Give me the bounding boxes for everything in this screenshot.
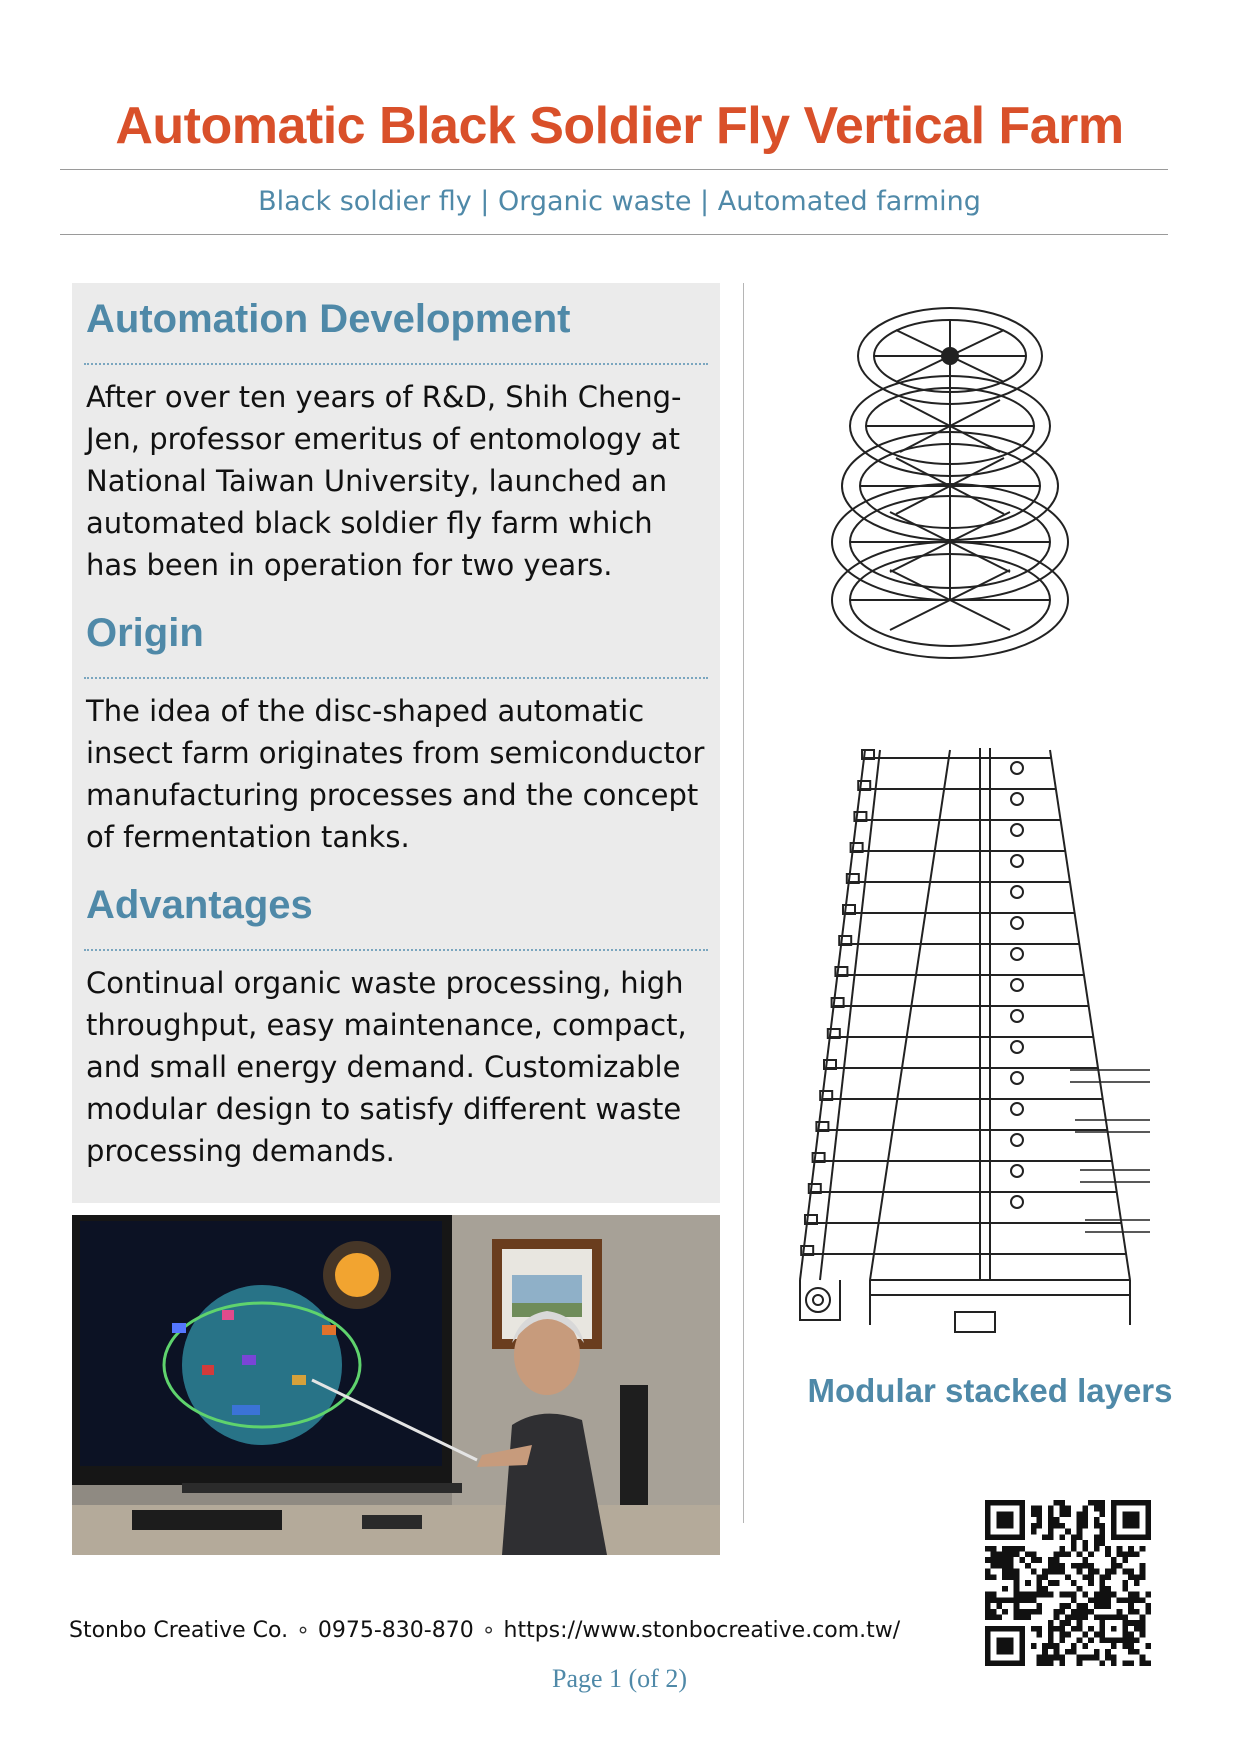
disc-stack-drawing	[820, 290, 1080, 690]
section-body-advantages: Continual organic waste processing, high throughput, easy maintenance, compact, and small energy demand. Customizable modular design to satisfy different waste processing demands.	[86, 966, 687, 1168]
section-heading-advantages: Advantages	[86, 883, 313, 927]
info-panel	[72, 283, 720, 1203]
company-name: Stonbo Creative Co.	[69, 1618, 289, 1643]
footer-separator: ∘	[296, 1618, 310, 1643]
website-link[interactable]: https://www.stonbocreative.com.tw/	[503, 1618, 901, 1643]
keyword-tags: Black soldier fly | Organic waste | Automated farming	[258, 186, 981, 217]
stacked-layers-drawing	[780, 740, 1160, 1340]
footer-contact	[69, 1618, 900, 1643]
section-heading-automation: Automation Development	[86, 297, 571, 341]
section-divider	[84, 363, 708, 365]
presentation-photo	[72, 1215, 720, 1555]
header-rule-bottom	[60, 234, 1168, 235]
section-heading-origin: Origin	[86, 611, 204, 655]
section-divider	[84, 949, 708, 951]
section-divider	[84, 677, 708, 679]
figure-caption: Modular stacked layers	[807, 1372, 1173, 1409]
section-body-origin: The idea of the disc-shaped automatic insect farm originates from semiconductor manufacturing processes and the concept of fermentation tanks.	[86, 694, 705, 854]
section-body-automation: After over ten years of R&D, Shih Cheng-Jen, professor emeritus of entomology at National Taiwan University, launched an automated black soldier fly farm which has been in operation for two years.	[86, 380, 682, 582]
page-title: Automatic Black Soldier Fly Vertical Farm	[115, 97, 1124, 155]
column-divider	[743, 283, 744, 1523]
footer-separator: ∘	[481, 1618, 496, 1643]
page-number: Page 1 (of 2)	[551, 1664, 687, 1693]
qr-code[interactable]	[985, 1500, 1151, 1666]
header-rule-top	[60, 169, 1168, 170]
phone-number[interactable]: 0975-830-870	[317, 1618, 474, 1643]
